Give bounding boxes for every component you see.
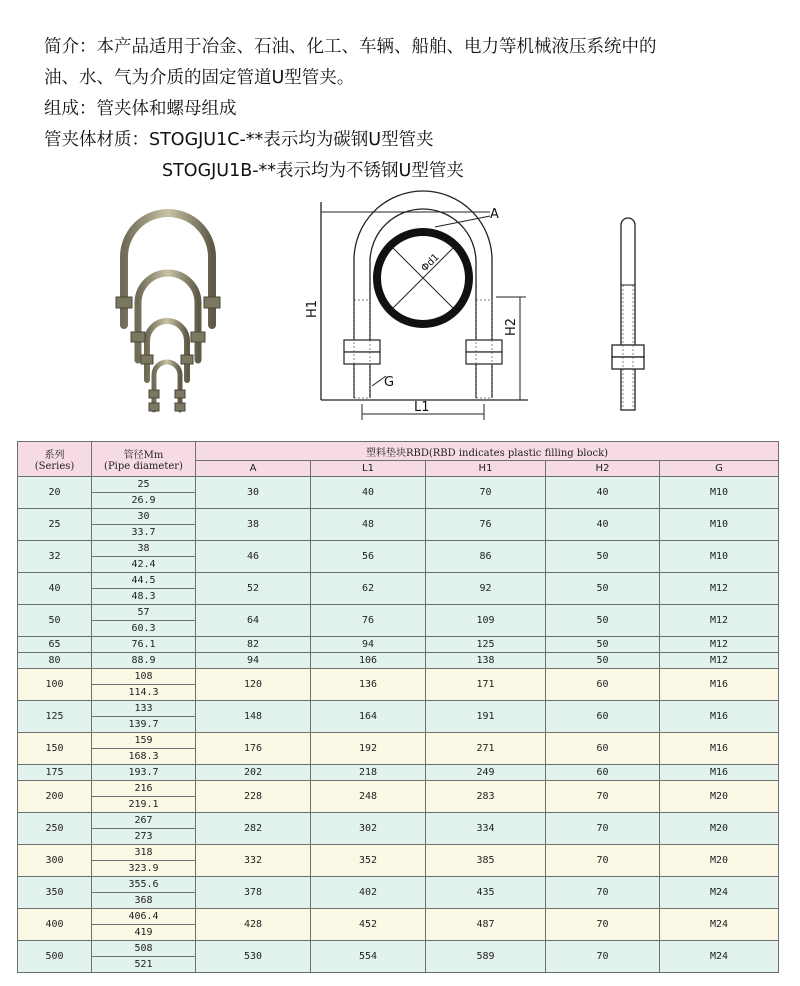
dim-l1-cell: 302 — [311, 813, 426, 845]
dim-g-cell: M16 — [660, 669, 779, 701]
table-row — [18, 509, 779, 525]
pipe-diameter-cell: 48.3 — [92, 589, 196, 605]
dim-h1-cell: 435 — [426, 877, 546, 909]
dim-l1-cell: 40 — [311, 477, 426, 509]
table-row — [18, 701, 779, 717]
dim-h1-cell: 271 — [426, 733, 546, 765]
dim-l1-cell: 554 — [311, 941, 426, 973]
pipe-diameter-cell: 57 — [92, 605, 196, 621]
dim-h2-cell: 50 — [546, 637, 660, 653]
intro-line-1: 简介：本产品适用于冶金、石油、化工、车辆、船舶、电力等机械液压系统中的 — [44, 37, 657, 57]
dim-a-cell: 52 — [196, 573, 311, 605]
drawing-label-g: G — [384, 375, 395, 390]
pipe-diameter-cell: 133 — [92, 701, 196, 717]
dim-h2-cell: 70 — [546, 909, 660, 941]
pipe-diameter-cell: 406.4 — [92, 909, 196, 925]
pipe-diameter-cell: 44.5 — [92, 573, 196, 589]
dim-a-cell: 282 — [196, 813, 311, 845]
dim-a-cell: 30 — [196, 477, 311, 509]
pipe-diameter-cell: 419 — [92, 925, 196, 941]
series-cell: 100 — [18, 669, 92, 701]
header-l1: L1 — [311, 461, 426, 477]
pipe-diameter-cell: 108 — [92, 669, 196, 685]
dim-h1-cell: 76 — [426, 509, 546, 541]
dim-h2-cell: 40 — [546, 509, 660, 541]
dim-l1-cell: 192 — [311, 733, 426, 765]
dim-h2-cell: 70 — [546, 813, 660, 845]
dim-g-cell: M10 — [660, 477, 779, 509]
dim-h2-cell: 50 — [546, 653, 660, 669]
series-cell: 80 — [18, 653, 92, 669]
pipe-diameter-cell: 323.9 — [92, 861, 196, 877]
intro-text — [44, 32, 657, 187]
dim-l1-cell: 452 — [311, 909, 426, 941]
dim-h2-cell: 50 — [546, 573, 660, 605]
dim-a-cell: 332 — [196, 845, 311, 877]
intro-line-4: 管夹体材质：STOGJU1C-**表示均为碳钢U型管夹 — [44, 130, 434, 150]
u-bolt-side-view — [598, 205, 658, 420]
dim-g-cell: M12 — [660, 605, 779, 637]
series-cell: 32 — [18, 541, 92, 573]
dim-g-cell: M24 — [660, 877, 779, 909]
pipe-diameter-cell: 521 — [92, 957, 196, 973]
drawing-label-a: A — [490, 207, 499, 222]
dim-g-cell: M16 — [660, 733, 779, 765]
header-h1: H1 — [426, 461, 546, 477]
dim-h2-cell: 60 — [546, 701, 660, 733]
dim-l1-cell: 94 — [311, 637, 426, 653]
pipe-diameter-cell: 76.1 — [92, 637, 196, 653]
dim-g-cell: M24 — [660, 909, 779, 941]
dim-h2-cell: 50 — [546, 541, 660, 573]
dim-g-cell: M16 — [660, 701, 779, 733]
header-pipe — [92, 442, 196, 477]
pipe-diameter-cell: 38 — [92, 541, 196, 557]
dim-h2-cell: 70 — [546, 845, 660, 877]
spec-table — [17, 441, 779, 973]
dim-l1-cell: 106 — [311, 653, 426, 669]
dim-g-cell: M12 — [660, 637, 779, 653]
dim-a-cell: 38 — [196, 509, 311, 541]
intro-line-2: 油、水、气为介质的固定管道U型管夹。 — [44, 68, 355, 88]
dim-h2-cell: 70 — [546, 941, 660, 973]
header-pipe-en: (Pipe diameter) — [104, 461, 183, 472]
header-a: A — [196, 461, 311, 477]
dim-l1-cell: 48 — [311, 509, 426, 541]
dim-g-cell: M24 — [660, 941, 779, 973]
dim-a-cell: 228 — [196, 781, 311, 813]
dim-a-cell: 378 — [196, 877, 311, 909]
header-group: 塑料垫块RBD(RBD indicates plastic filling block) — [196, 442, 779, 461]
u-bolt-dimension-drawing — [290, 190, 540, 430]
pipe-diameter-cell: 168.3 — [92, 749, 196, 765]
header-series — [18, 442, 92, 477]
dim-l1-cell: 136 — [311, 669, 426, 701]
drawing-label-l1: L1 — [414, 400, 430, 415]
series-cell: 50 — [18, 605, 92, 637]
dim-g-cell: M12 — [660, 573, 779, 605]
dim-a-cell: 64 — [196, 605, 311, 637]
header-series-en: (Series) — [34, 461, 75, 472]
dim-h2-cell: 60 — [546, 765, 660, 781]
dim-l1-cell: 352 — [311, 845, 426, 877]
pipe-diameter-cell: 26.9 — [92, 493, 196, 509]
header-pipe-cn: 管径Mm — [123, 450, 164, 461]
dim-a-cell: 202 — [196, 765, 311, 781]
dim-h2-cell: 40 — [546, 477, 660, 509]
spec-table-body — [18, 477, 779, 973]
table-row — [18, 781, 779, 797]
series-cell: 500 — [18, 941, 92, 973]
header-series-cn: 系列 — [44, 450, 65, 461]
dim-l1-cell: 218 — [311, 765, 426, 781]
table-row — [18, 765, 779, 781]
dim-h1-cell: 487 — [426, 909, 546, 941]
drawing-label-diameter: Φd1 — [419, 251, 442, 275]
dim-g-cell: M16 — [660, 765, 779, 781]
header-h2: H2 — [546, 461, 660, 477]
dim-l1-cell: 164 — [311, 701, 426, 733]
dim-g-cell: M20 — [660, 813, 779, 845]
dim-a-cell: 120 — [196, 669, 311, 701]
table-row — [18, 653, 779, 669]
table-row — [18, 573, 779, 589]
series-cell: 400 — [18, 909, 92, 941]
table-row — [18, 909, 779, 925]
dim-h2-cell: 50 — [546, 605, 660, 637]
pipe-diameter-cell: 267 — [92, 813, 196, 829]
series-cell: 200 — [18, 781, 92, 813]
dim-g-cell: M20 — [660, 781, 779, 813]
dim-h1-cell: 109 — [426, 605, 546, 637]
dim-h1-cell: 334 — [426, 813, 546, 845]
dim-g-cell: M10 — [660, 541, 779, 573]
dim-g-cell: M20 — [660, 845, 779, 877]
pipe-diameter-cell: 30 — [92, 509, 196, 525]
pipe-diameter-cell: 219.1 — [92, 797, 196, 813]
pipe-diameter-cell: 25 — [92, 477, 196, 493]
pipe-diameter-cell: 368 — [92, 893, 196, 909]
dim-h2-cell: 70 — [546, 877, 660, 909]
dim-l1-cell: 62 — [311, 573, 426, 605]
dim-a-cell: 82 — [196, 637, 311, 653]
series-cell: 125 — [18, 701, 92, 733]
dim-h2-cell: 60 — [546, 733, 660, 765]
drawing-label-h2: H2 — [504, 317, 519, 336]
dim-a-cell: 94 — [196, 653, 311, 669]
pipe-diameter-cell: 159 — [92, 733, 196, 749]
table-row — [18, 845, 779, 861]
table-row — [18, 813, 779, 829]
pipe-diameter-cell: 114.3 — [92, 685, 196, 701]
dim-g-cell: M10 — [660, 509, 779, 541]
intro-line-3: 组成：管夹体和螺母组成 — [44, 99, 237, 119]
pipe-diameter-cell: 33.7 — [92, 525, 196, 541]
table-row — [18, 477, 779, 493]
dim-g-cell: M12 — [660, 653, 779, 669]
series-cell: 65 — [18, 637, 92, 653]
series-cell: 250 — [18, 813, 92, 845]
dim-h1-cell: 283 — [426, 781, 546, 813]
series-cell: 20 — [18, 477, 92, 509]
dim-l1-cell: 248 — [311, 781, 426, 813]
dim-h1-cell: 171 — [426, 669, 546, 701]
dim-h1-cell: 70 — [426, 477, 546, 509]
header-g: G — [660, 461, 779, 477]
table-row — [18, 637, 779, 653]
dim-h1-cell: 249 — [426, 765, 546, 781]
table-row — [18, 941, 779, 957]
dim-h2-cell: 70 — [546, 781, 660, 813]
series-cell: 40 — [18, 573, 92, 605]
pipe-diameter-cell: 508 — [92, 941, 196, 957]
pipe-diameter-cell: 60.3 — [92, 621, 196, 637]
dim-h1-cell: 138 — [426, 653, 546, 669]
dim-h1-cell: 385 — [426, 845, 546, 877]
intro-line-5: STOGJU1B-**表示均为不锈钢U型管夹 — [162, 161, 464, 181]
dim-h1-cell: 86 — [426, 541, 546, 573]
dim-h1-cell: 589 — [426, 941, 546, 973]
drawing-label-h1: H1 — [305, 299, 320, 318]
pipe-diameter-cell: 355.6 — [92, 877, 196, 893]
dim-a-cell: 428 — [196, 909, 311, 941]
dim-h1-cell: 125 — [426, 637, 546, 653]
dim-h1-cell: 92 — [426, 573, 546, 605]
pipe-diameter-cell: 216 — [92, 781, 196, 797]
dim-h1-cell: 191 — [426, 701, 546, 733]
series-cell: 350 — [18, 877, 92, 909]
dim-h2-cell: 60 — [546, 669, 660, 701]
pipe-diameter-cell: 273 — [92, 829, 196, 845]
table-row — [18, 877, 779, 893]
dim-a-cell: 530 — [196, 941, 311, 973]
table-row — [18, 733, 779, 749]
dim-a-cell: 148 — [196, 701, 311, 733]
dim-l1-cell: 402 — [311, 877, 426, 909]
pipe-diameter-cell: 193.7 — [92, 765, 196, 781]
table-row — [18, 541, 779, 557]
series-cell: 175 — [18, 765, 92, 781]
pipe-diameter-cell: 88.9 — [92, 653, 196, 669]
series-cell: 25 — [18, 509, 92, 541]
u-bolt-photo — [100, 205, 238, 425]
series-cell: 150 — [18, 733, 92, 765]
pipe-diameter-cell: 318 — [92, 845, 196, 861]
dim-l1-cell: 76 — [311, 605, 426, 637]
dim-l1-cell: 56 — [311, 541, 426, 573]
pipe-diameter-cell: 139.7 — [92, 717, 196, 733]
table-row — [18, 669, 779, 685]
series-cell: 300 — [18, 845, 92, 877]
pipe-diameter-cell: 42.4 — [92, 557, 196, 573]
dim-a-cell: 176 — [196, 733, 311, 765]
dim-a-cell: 46 — [196, 541, 311, 573]
table-row — [18, 605, 779, 621]
